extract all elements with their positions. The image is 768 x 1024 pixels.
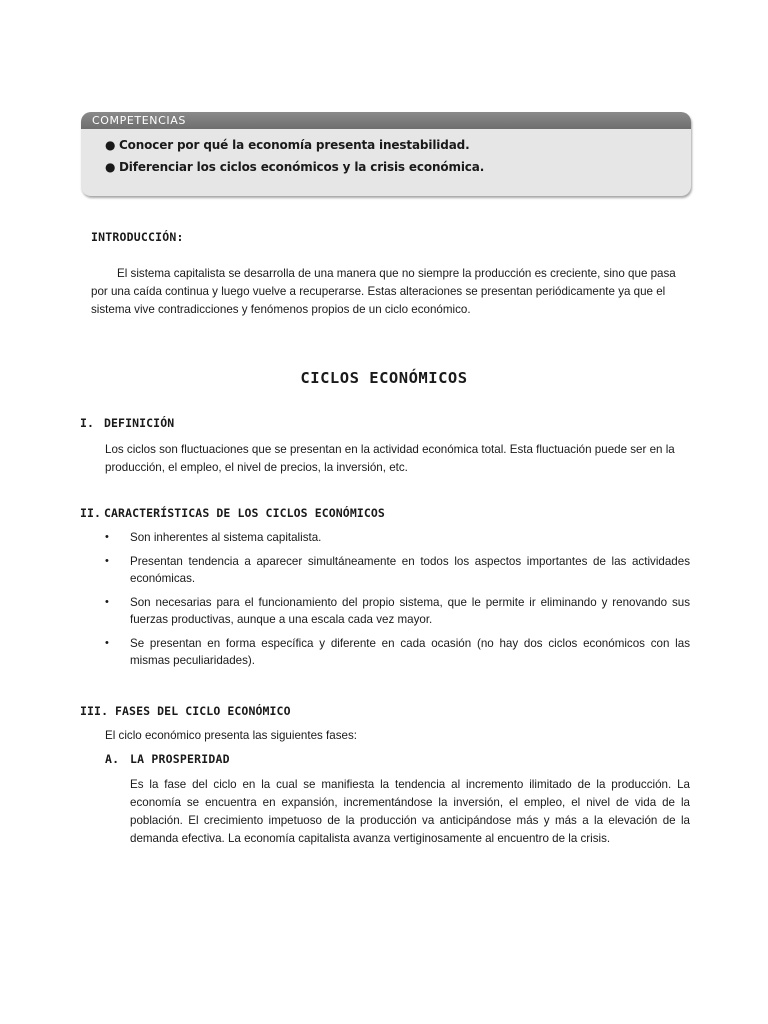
competencia-item (105, 134, 691, 156)
list-item-text: Son inherentes al sistema capitalista. (130, 531, 322, 544)
list-item-text: Presentan tendencia a aparecer simultáneamente en todos los aspectos importantes de las actividades económicas. (130, 555, 690, 585)
section-heading-definicion (80, 416, 174, 430)
competencias-title: COMPETENCIAS (81, 112, 691, 129)
competencia-text: Conocer por qué la economía presenta inestabilidad. (119, 138, 470, 152)
subsection-title: LA PROSPERIDAD (130, 752, 230, 766)
competencia-item (105, 156, 691, 178)
section-title: DEFINICIÓN (104, 416, 175, 430)
section-number: II. (80, 506, 102, 520)
competencias-list (81, 129, 691, 178)
introduccion-paragraph: El sistema capitalista se desarrolla de una manera que no siempre la producción es creciente, sino que pasa por una caída continua y luego vuelve a recuperarse. Estas alteraciones se presentan periódicamente ya que el sistema vive contradicciones y fenómenos propios de un ciclo económico. (91, 267, 676, 316)
section-number: III. (80, 704, 109, 718)
competencia-text: Diferenciar los ciclos económicos y la crisis económica. (119, 160, 485, 174)
caracteristicas-list (105, 529, 690, 676)
section-heading-fases (80, 704, 291, 718)
list-item-text: Son necesarias para el funcionamiento del propio sistema, que le permite ir eliminando y renovando sus fuerzas productivas, aunque a una escala cada vez mayor. (130, 596, 690, 626)
section-number: I. (80, 416, 95, 430)
list-item (105, 553, 690, 587)
bullet-icon: • (105, 555, 109, 567)
prosperidad-paragraph: Es la fase del ciclo en la cual se manifiesta la tendencia al incremento ilimitado de la producción. La economía se encuentra en expansión, incrementándose la inversión, el empleo, el nivel de vida de la población. El crecimiento impetuoso de la producción va anticipándose más y más a la elevación de la demanda efectiva. La economía capitalista avanza vertiginosamente al encuentro de la crisis. (130, 778, 690, 845)
list-item (105, 635, 690, 669)
fases-intro-paragraph: El ciclo económico presenta las siguientes fases: (105, 729, 357, 742)
subsection-heading-prosperidad (105, 752, 230, 766)
competencias-box (81, 112, 691, 196)
bullet-icon: • (105, 637, 109, 649)
subsection-letter: A. (105, 752, 120, 766)
bullet-icon: ● (105, 138, 116, 152)
definicion-paragraph: Los ciclos son fluctuaciones que se presentan en la actividad económica total. Esta fluctuación puede ser en la producción, el empleo, el nivel de precios, la inversión, etc. (105, 443, 675, 474)
section-title: FASES DEL CICLO ECONÓMICO (115, 704, 291, 718)
page-title: CICLOS ECONÓMICOS (300, 369, 468, 387)
section-title: CARACTERÍSTICAS DE LOS CICLOS ECONÓMICOS (104, 506, 385, 520)
list-item (105, 594, 690, 628)
bullet-icon: • (105, 531, 109, 543)
bullet-icon: • (105, 596, 109, 608)
introduccion-heading: INTRODUCCIÓN: (91, 230, 184, 244)
list-item-text: Se presentan en forma específica y diferente en cada ocasión (no hay dos ciclos económicos con las mismas peculiaridades). (130, 637, 690, 667)
bullet-icon: ● (105, 160, 116, 174)
section-heading-caracteristicas (80, 506, 385, 520)
list-item (105, 529, 690, 546)
